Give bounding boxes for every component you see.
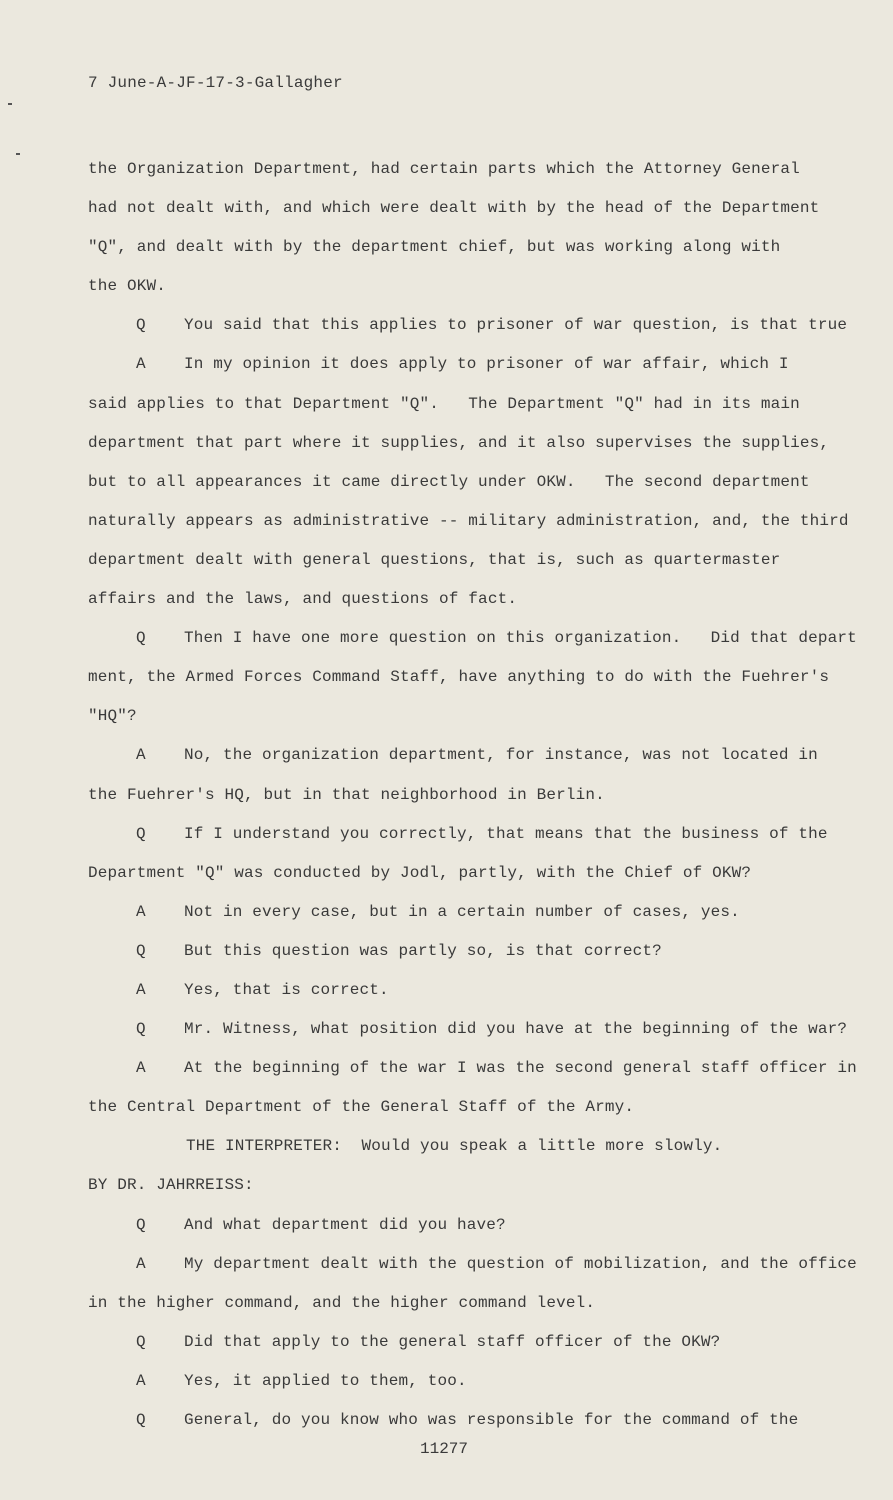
text-line: had not dealt with, and which were dealt with by the head of the Department	[88, 199, 820, 218]
qa-line	[88, 619, 858, 658]
qa-text: Did that apply to the general staff officer of the OKW?	[184, 1332, 721, 1351]
speaker-label: Q	[136, 316, 146, 335]
qa-line	[88, 1206, 858, 1245]
speaker-label: A	[136, 355, 146, 374]
speaker-label: A	[136, 1059, 146, 1078]
margin-mark	[8, 103, 12, 105]
text-line: naturally appears as administrative -- military administration, and, the third	[88, 511, 849, 530]
qa-line	[88, 893, 858, 932]
speaker-label: Q	[136, 824, 146, 843]
qa-text: You said that this applies to prisoner of war question, is that true	[184, 316, 848, 335]
text-line: the OKW.	[88, 277, 167, 296]
speaker-label: Q	[136, 1215, 146, 1234]
speaker-label: Q	[136, 1020, 146, 1039]
qa-text: My department dealt with the question of mobilization, and the office	[184, 1254, 857, 1273]
qa-text: General, do you know who was responsible for the command of the	[184, 1411, 799, 1429]
speaker-label: Q	[136, 629, 146, 648]
text-line: department that part where it supplies, and it also supervises the supplies,	[88, 433, 830, 452]
speaker-label: Q	[136, 1332, 146, 1351]
qa-line	[88, 1362, 858, 1401]
text-line: the Fuehrer's HQ, but in that neighborhood in Berlin.	[88, 785, 605, 804]
qa-line	[88, 345, 858, 384]
qa-text: At the beginning of the war I was the second general staff officer in	[184, 1059, 857, 1078]
speaker-label: Q	[136, 1411, 146, 1429]
speaker-label: A	[136, 1254, 146, 1273]
transcript-body	[88, 150, 858, 1440]
speaker-label: Q	[136, 941, 146, 960]
text-line: "Q", and dealt with by the department chief, but was working along with	[88, 238, 781, 257]
text-line: but to all appearances it came directly under OKW. The second department	[88, 472, 810, 491]
text-line: Department "Q" was conducted by Jodl, partly, with the Chief of OKW?	[88, 863, 752, 882]
qa-text: And what department did you have?	[184, 1215, 506, 1234]
qa-line	[88, 815, 858, 854]
speaker-label: A	[136, 746, 146, 765]
text-line: the Central Department of the General Staff of the Army.	[88, 1098, 635, 1117]
qa-line	[88, 1401, 858, 1440]
qa-line	[88, 306, 858, 345]
qa-text: Not in every case, but in a certain number of cases, yes.	[184, 902, 740, 921]
text-line: department dealt with general questions, that is, such as quartermaster	[88, 550, 781, 569]
examiner-heading: BY DR. JAHRREISS:	[88, 1176, 254, 1195]
text-line: said applies to that Department "Q". The Department "Q" had in its main	[88, 394, 800, 413]
qa-text: No, the organization department, for instance, was not located in	[184, 746, 818, 765]
interpreter-line: THE INTERPRETER: Would you speak a little more slowly.	[186, 1137, 723, 1156]
qa-text: Yes, that is correct.	[184, 980, 389, 999]
qa-line	[88, 1323, 858, 1362]
text-line: in the higher command, and the higher command level.	[88, 1293, 596, 1312]
qa-line	[88, 1245, 858, 1284]
qa-line	[88, 1010, 858, 1049]
qa-text: In my opinion it does apply to prisoner of war affair, which I	[184, 355, 789, 374]
text-line: the Organization Department, had certain parts which the Attorney General	[88, 160, 800, 178]
page-header: 7 June-A-JF-17-3-Gallagher	[88, 74, 343, 92]
text-line: affairs and the laws, and questions of fact.	[88, 590, 518, 609]
qa-line	[88, 1049, 858, 1088]
speaker-label: A	[136, 980, 146, 999]
qa-text: But this question was partly so, is that correct?	[184, 941, 662, 960]
qa-text: Then I have one more question on this organization. Did that depart	[184, 629, 857, 648]
speaker-label: A	[136, 1371, 146, 1390]
qa-text: Yes, it applied to them, too.	[184, 1371, 467, 1390]
text-line: ment, the Armed Forces Command Staff, have anything to do with the Fuehrer's	[88, 668, 830, 687]
qa-text: Mr. Witness, what position did you have at the beginning of the war?	[184, 1020, 848, 1039]
text-line: "HQ"?	[88, 707, 137, 726]
speaker-label: A	[136, 902, 146, 921]
qa-line	[88, 971, 858, 1010]
page-number: 11277	[420, 1440, 469, 1458]
margin-mark	[16, 153, 20, 155]
qa-line	[88, 736, 858, 775]
qa-line	[88, 932, 858, 971]
qa-text: If I understand you correctly, that means that the business of the	[184, 824, 828, 843]
